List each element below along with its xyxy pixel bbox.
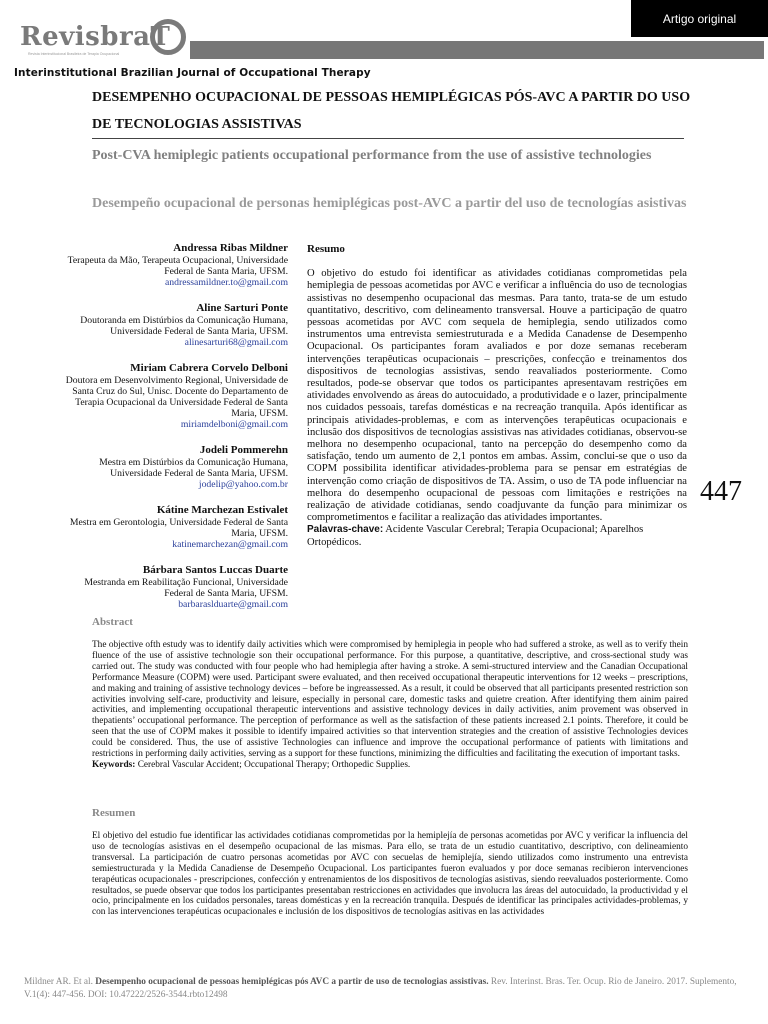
footer-title: Desempenho ocupacional de pessoas hemiplégicas pós AVC a partir de uso de tecnologias assistivas. — [95, 977, 489, 987]
resumo-section — [307, 243, 687, 549]
title-portuguese: DESEMPENHO OCUPACIONAL DE PESSOAS HEMIPLÉGICAS PÓS-AVC A PARTIR DO USO DE TECNOLOGIAS ASSISTIVAS — [92, 90, 691, 132]
abstract-section — [92, 640, 688, 771]
title-spanish: Desempeño ocupacional de personas hemiplégicas post-AVC a partir del uso de tecnologías asistivas — [92, 196, 687, 211]
abstract-heading: Abstract — [92, 616, 133, 628]
resumo-heading: Resumo — [307, 243, 345, 255]
author-name: Miriam Cabrera Corvelo Delboni — [130, 362, 288, 374]
keywords-value: Acidente Vascular Cerebral; Terapia Ocupacional; Aparelhos Ortopédicos. — [307, 524, 644, 548]
author-entry — [60, 302, 288, 348]
author-email-link[interactable]: miriamdelboni@gmail.com — [180, 419, 288, 430]
author-affiliation: Doutora em Desenvolvimento Regional, Universidade de Santa Cruz do Sul, Unisc. Docente do Departamento de Terapia Ocupacional da Universidade Federal de Santa Maria, UFSM. — [65, 375, 288, 419]
footer-citation: Rev. Interinst. Bras. Ter. Ocup. Rio de Janeiro. 2017. Suplemento, V.1(4): 447-456. DOI: 10.47222/2526-3544.rbto12498 — [24, 977, 737, 1000]
author-affiliation: Doutoranda em Distúrbios da Comunicação Humana, Universidade Federal de Santa Maria, UFSM. — [80, 315, 288, 337]
journal-name: Interinstitutional Brazilian Journal of Occupational Therapy — [14, 67, 371, 79]
keywords-label: Palavras-chave: — [307, 524, 384, 536]
citation-footer — [24, 976, 754, 1002]
page-number: 447 — [700, 476, 742, 507]
author-email-link[interactable]: jodelip@yahoo.com.br — [198, 479, 288, 490]
resumo-text: O objetivo do estudo foi identificar as atividades cotidianas comprometidas pela hemiplegia de pessoas acometidas por AVC e verificar a influência do uso de tecnologias assistivas no desempenho ocupacional das mesmas. Para tanto, trata-se de um estudo quantitativo, descritivo, com delineamento transversal. Houve a participação de quatro pessoas acometidas por AVC com sequela de hemiplegia, sendo utilizados como instrumentos uma entrevista semiestruturada e a Medida Canadense de Desempenho Ocupacional. Os participantes foram avaliados e por doze semanas receberam intervenções terapêuticas ocupacionais – prescrições, confecção e treinamentos dos dispositivos de tecnologias assistivas, sendo reavaliados posteriormente. Como resultados, pode-se observar que todos os participantes apresentavam restrições em atividades envolvendo as áreas do autocuidado, a produtividade e o lazer, principalmente nos cuidados pessoais, tarefas domésticas e na recreação tranquila. Após identificar as principais atividades-problemas, e com as intervenções terapêuticas ocupacionais e inclusão dos dispositivos de tecnologias assistivas nas atividades cotidianas, observou-se melhora no desempenho ocupacional, tanto na percepção do desempenho como da satisfação, tendo um aumento de 2,1 pontos em ambas. Assim, conclui-se que o uso da COPM possibilita identificar atividades-problema para se pensar em estratégias de intervenção como criação de dispositivos de TA. Assim, o uso de TA pode influenciar na melhora do desempenho ocupacional de pessoas com limitações e restrições na realização de atividade cotidianas, sendo coadjuvante da função para minimizar os comprometimentos e facilitar a realização das atividades importantes. — [307, 268, 687, 524]
author-name: Aline Sarturi Ponte — [196, 302, 288, 314]
author-affiliation: Mestra em Gerontologia, Universidade Federal de Santa Maria, UFSM. — [69, 517, 288, 539]
author-email-link[interactable]: alinesarturi68@gmail.com — [184, 337, 288, 348]
author-name: Bárbara Santos Luccas Duarte — [142, 564, 288, 576]
title-english: Post-CVA hemiplegic patients occupational performance from the use of assistive technologies — [92, 148, 652, 163]
logo-subtitle: Revista Interinstitucional Brasileira de Terapia Ocupacional — [28, 52, 120, 56]
abstract-keywords — [92, 760, 688, 771]
keywords-label: Keywords: — [92, 759, 136, 770]
logo-ring-icon — [150, 19, 186, 55]
author-name: Andressa Ribas Mildner — [173, 242, 288, 254]
author-affiliation: Terapeuta da Mão, Terapeuta Ocupacional, Universidade Federal de Santa Maria, UFSM. — [67, 255, 288, 277]
author-list — [60, 242, 288, 624]
article-type-badge: Artigo original — [631, 0, 768, 37]
author-name: Jodeli Pommerehn — [199, 444, 288, 456]
author-entry — [60, 504, 288, 550]
author-name: Kátine Marchezan Estivalet — [156, 504, 288, 516]
author-entry — [60, 242, 288, 288]
title-divider — [92, 138, 684, 139]
footer-authors: Mildner AR. Et al. — [24, 977, 93, 987]
abstract-text: The objective ofth estudy was to identify daily activities which were compromised by hemiplegia in people who had suffered a stroke, as well as to verify thein fluence of the use of assistive technologie son their occupational performance. For this purpose, a quantitative, descriptive, and cross-sectional study was carried out. The study was conducted with four people who had hemiplegia after having a stroke. A semi-structured interview and the Canadian Occupational Performance Measure (COPM) were used. Participant swere evaluated, and then received occupational therapeutic interventions for 12 weeks – prescriptions, and making and training of assistive technology devices – before be ingreassessed. As a result, it could be observed that all participants presented restriction son activities involving self-care, productivity and leisure, especially in personal care, domestic tasks and quietre creation. After identifying them ainim paired activities, and implementing occupational therapeutic interventions and assistive technology devices in daily activities, anim provement was observed in thepatients’ occupational performance. The perception of performance as well as the satisfaction of these patients increased 2.1 points. Therefore, it could be seen that the use of COPM makes it possible to identify impaired activities so that intervention strategies and the creation of assistive Technologies devices could be considered. Thus, the use of assistive Technologies can influence and improve the occupational performance of patients with limitations and restrictions in performing daily activities, serving as a support for these functions, minimizing the difficulties and facilitating the execution of important tasks. — [92, 640, 688, 760]
author-affiliation: Mestranda em Reabilitação Funcional, Universidade Federal de Santa Maria, UFSM. — [84, 577, 288, 599]
author-entry — [60, 362, 288, 430]
header-bar — [190, 41, 764, 59]
author-entry — [60, 564, 288, 610]
author-entry — [60, 444, 288, 490]
journal-logo: RevisbraT — [20, 22, 171, 52]
author-email-link[interactable]: katinemarchezan@gmail.com — [172, 539, 288, 550]
resumo-keywords — [307, 524, 687, 548]
resumen-text: El objetivo del estudio fue identificar las actividades cotidianas comprometidas por la hemiplejía de personas acometidas por AVC y verificar la influencia del uso de tecnologías asistivas en el desempeño ocupacional de las mismas. Para ello, se trata de un estudio cuantitativo, descriptivo, con delineamiento transversal. La participación de cuatro personas acometidas por AVC con secuelas de hemiplejía, siendo utilizados como instrumento una entrevista semiestructurada y la Medida Canadiense de Desempeño Ocupacional. Los participantes fueron evaluados y por doce semanas recibieron intervenciones terapéuticas ocupacionales - prescripciones, confección y entrenamientos de los dispositivos de tecnologías asistivas, siendo reevaluados posteriormente. Como resultados, se puede observar que todos los participantes presentaban restricciones en actividades que involucra las áreas del autocuidado, la productividad y el ocio, principalmente en los cuidados personales, tareas domésticas y en la recreación tranquila. Después de identificar las principales actividades-problemas, y con las intervenciones terapéuticas ocupacionales e inclusión de los dispositivos de tecnologías asitivas en las actividades — [92, 831, 688, 918]
author-email-link[interactable]: barbaraslduarte@gmail.com — [178, 599, 288, 610]
resumen-heading: Resumen — [92, 807, 136, 819]
author-affiliation: Mestra em Distúrbios da Comunicação Humana, Universidade Federal de Santa Maria, UFSM. — [99, 457, 288, 479]
keywords-value: Cerebral Vascular Accident; Occupational Therapy; Orthopedic Supplies. — [137, 759, 411, 770]
author-email-link[interactable]: andressamildner.to@gmail.com — [165, 277, 288, 288]
